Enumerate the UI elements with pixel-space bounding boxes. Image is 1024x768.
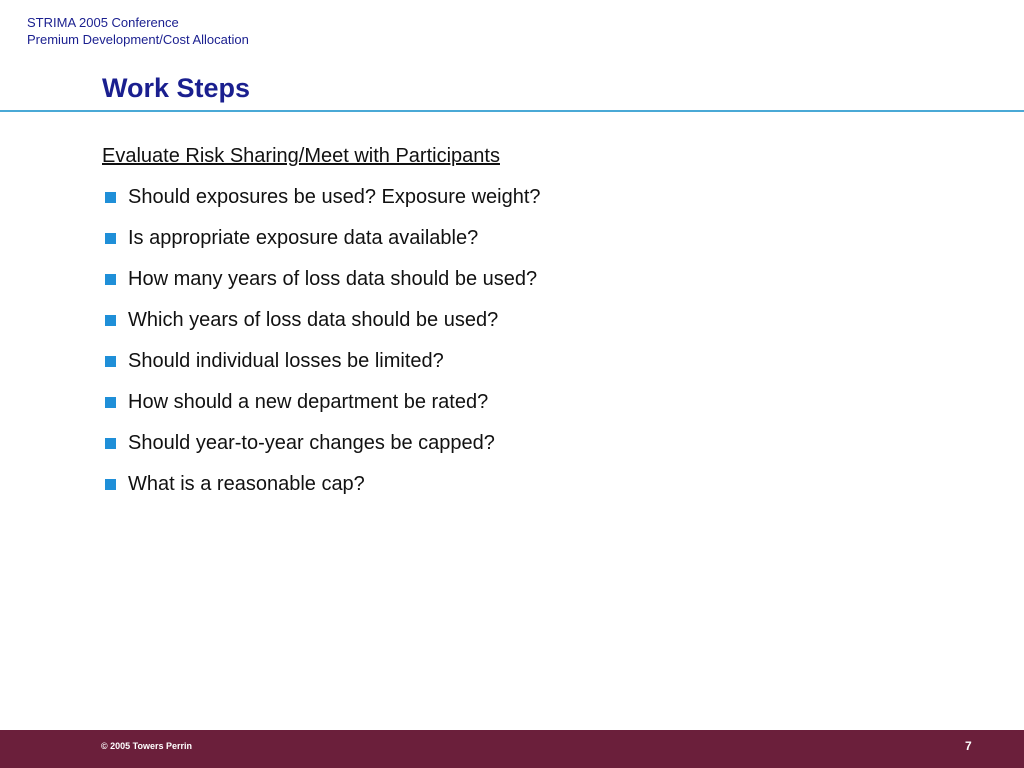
bullet-text: Should individual losses be limited? [128,350,444,372]
square-bullet-icon [105,479,116,490]
bullet-item [102,390,541,431]
bullet-item [102,185,541,226]
header-block [27,14,249,48]
presentation-subtitle: Premium Development/Cost Allocation [27,32,249,47]
bullet-text: How should a new department be rated? [128,391,489,413]
bullet-text: Should year-to-year changes be capped? [128,432,495,454]
section-heading: Evaluate Risk Sharing/Meet with Participants [102,145,500,167]
conference-name: STRIMA 2005 Conference [27,15,179,30]
square-bullet-icon [105,397,116,408]
bullet-item [102,349,541,390]
bullet-item [102,472,541,513]
square-bullet-icon [105,315,116,326]
square-bullet-icon [105,356,116,367]
bullet-text: Is appropriate exposure data available? [128,227,479,249]
footer-bar [0,730,1024,768]
bullet-list [102,185,541,513]
bullet-item [102,267,541,308]
square-bullet-icon [105,438,116,449]
bullet-text: How many years of loss data should be used? [128,268,538,290]
bullet-item [102,308,541,349]
bullet-item [102,431,541,472]
copyright-text: © 2005 Towers Perrin [101,741,193,751]
title-divider [0,110,1024,112]
square-bullet-icon [105,274,116,285]
bullet-text: Should exposures be used? Exposure weight? [128,186,541,208]
page-title: Work Steps [102,73,251,103]
page-number: 7 [965,739,972,753]
square-bullet-icon [105,192,116,203]
bullet-text: Which years of loss data should be used? [128,309,499,331]
bullet-item [102,226,541,267]
square-bullet-icon [105,233,116,244]
bullet-text: What is a reasonable cap? [128,473,365,495]
